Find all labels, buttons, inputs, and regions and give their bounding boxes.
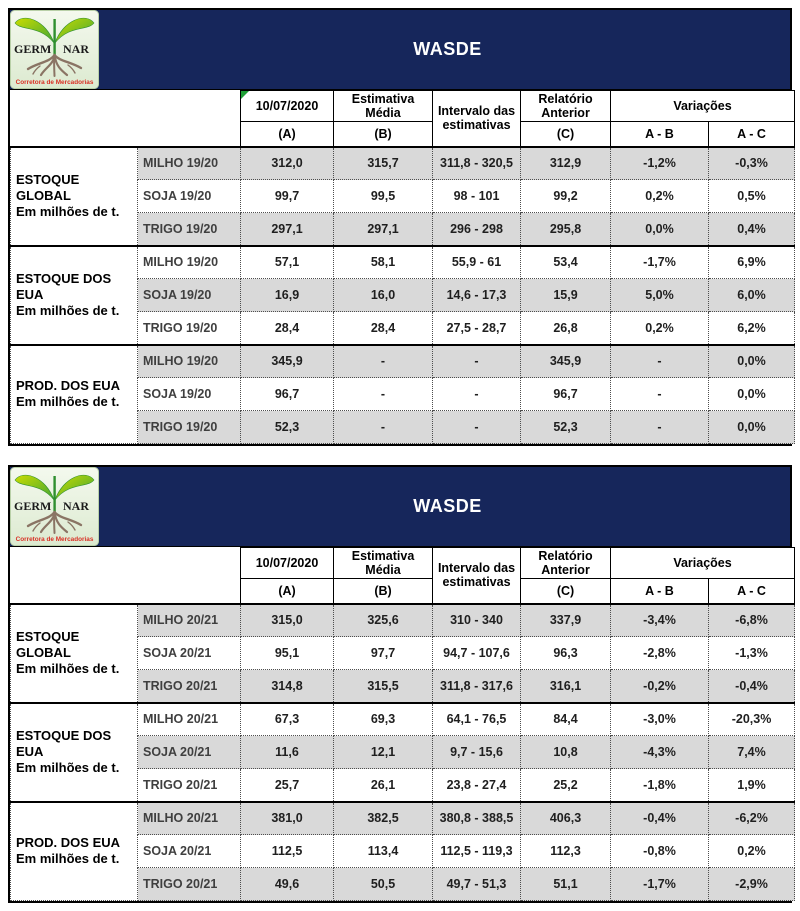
commodity-label: TRIGO 20/21 [138,670,241,703]
cell-ab: -1,8% [611,769,709,802]
group-title: ESTOQUE DOS EUA [16,727,112,759]
commodity-label: TRIGO 20/21 [138,868,241,901]
logo-subtitle-text: Corretora de Mercadorias [15,536,94,543]
cell-a: 95,1 [241,637,334,670]
cell-range: 94,7 - 107,6 [433,637,521,670]
cell-ab: -0,8% [611,835,709,868]
wasde-table-2021 [8,465,792,903]
cell-a: 314,8 [241,670,334,703]
cell-ac: 6,2% [709,312,795,345]
cell-ab: -2,8% [611,637,709,670]
cell-ab: -0,4% [611,802,709,835]
cell-ac: -6,8% [709,604,795,637]
cell-a: 25,7 [241,769,334,802]
title-band [10,10,790,90]
cell-c: 295,8 [521,213,611,246]
cell-range: 296 - 298 [433,213,521,246]
commodity-label: MILHO 19/20 [138,246,241,279]
germinar-logo [10,467,99,546]
cell-c: 96,7 [521,378,611,411]
cell-range: 311,8 - 317,6 [433,670,521,703]
cell-ab: 5,0% [611,279,709,312]
cell-c: 337,9 [521,604,611,637]
table-row [11,147,795,180]
commodity-label: SOJA 20/21 [138,736,241,769]
cell-b: 58,1 [334,246,433,279]
group-title: ESTOQUE GLOBAL [16,628,80,660]
col-a-header: (A) [241,122,334,147]
cell-ac: 6,9% [709,246,795,279]
germinar-logo-image [10,10,99,89]
cell-ac: 0,2% [709,835,795,868]
col-ab-header: A - B [611,122,709,147]
col-b-header: (B) [334,579,433,604]
cell-b: 99,5 [334,180,433,213]
cell-ab: 0,0% [611,213,709,246]
cell-c: 112,3 [521,835,611,868]
cell-a: 112,5 [241,835,334,868]
cell-range: 112,5 - 119,3 [433,835,521,868]
cell-c: 53,4 [521,246,611,279]
cell-c: 345,9 [521,345,611,378]
title-band [10,467,790,547]
table-row [11,345,795,378]
commodity-label: MILHO 20/21 [138,703,241,736]
logo-germ-text: GERM [14,42,52,56]
header-row-1 [11,548,795,579]
header-empty-cell [11,91,241,147]
cell-c: 15,9 [521,279,611,312]
commodity-label: TRIGO 20/21 [138,769,241,802]
cell-ac: -0,4% [709,670,795,703]
cell-range: - [433,345,521,378]
cell-c: 99,2 [521,180,611,213]
commodity-label: MILHO 20/21 [138,802,241,835]
relatorio-anterior-header: Relatório Anterior [521,91,611,122]
cell-ac: -20,3% [709,703,795,736]
commodity-label: TRIGO 19/20 [138,411,241,444]
intervalo-header: Intervalo das estimativas [433,91,521,147]
cell-range: 311,8 - 320,5 [433,147,521,180]
group-subtitle: Em milhões de t. [16,760,120,776]
cell-b: - [334,378,433,411]
cell-ab: -1,7% [611,868,709,901]
cell-ab: - [611,378,709,411]
commodity-label: TRIGO 19/20 [138,312,241,345]
cell-ac: 0,0% [709,411,795,444]
cell-b: 26,1 [334,769,433,802]
cell-ab: -3,0% [611,703,709,736]
germinar-logo-image [10,467,99,546]
group-subtitle: Em milhões de t. [16,204,120,220]
report-date: 10/07/2020 [255,556,319,570]
cell-b: 315,5 [334,670,433,703]
cell-a: 96,7 [241,378,334,411]
relatorio-anterior-header: Relatório Anterior [521,548,611,579]
table-row [11,703,795,736]
commodity-label: MILHO 20/21 [138,604,241,637]
commodity-label: SOJA 19/20 [138,180,241,213]
cell-range: - [433,411,521,444]
logo-subtitle-text: Corretora de Mercadorias [15,79,94,86]
cell-c: 51,1 [521,868,611,901]
group-title: PROD. DOS EUA [16,378,121,393]
cell-range: 64,1 - 76,5 [433,703,521,736]
commodity-label: SOJA 20/21 [138,835,241,868]
col-c-header: (C) [521,579,611,604]
cell-b: 297,1 [334,213,433,246]
report-date-header [241,548,334,579]
cell-b: 315,7 [334,147,433,180]
cell-b: 28,4 [334,312,433,345]
cell-c: 312,9 [521,147,611,180]
cell-range: 14,6 - 17,3 [433,279,521,312]
commodity-label: SOJA 20/21 [138,637,241,670]
cell-c: 96,3 [521,637,611,670]
group-title: PROD. DOS EUA [16,835,121,850]
table-row [11,246,795,279]
commodity-label: MILHO 19/20 [138,345,241,378]
wasde-data-table [10,547,795,901]
cell-a: 381,0 [241,802,334,835]
intervalo-header: Intervalo das estimativas [433,548,521,604]
group-subtitle: Em milhões de t. [16,303,120,319]
cell-ab: 0,2% [611,180,709,213]
cell-b: 12,1 [334,736,433,769]
cell-range: 98 - 101 [433,180,521,213]
estimativa-media-header: Estimativa Média [334,91,433,122]
cell-a: 28,4 [241,312,334,345]
cell-range: - [433,378,521,411]
cell-c: 52,3 [521,411,611,444]
cell-ab: -1,7% [611,246,709,279]
cell-b: 325,6 [334,604,433,637]
cell-ac: 0,0% [709,378,795,411]
commodity-label: TRIGO 19/20 [138,213,241,246]
estimativa-media-header: Estimativa Média [334,548,433,579]
col-a-header: (A) [241,579,334,604]
col-c-header: (C) [521,122,611,147]
cell-range: 380,8 - 388,5 [433,802,521,835]
header-row-1 [11,91,795,122]
group-title: ESTOQUE GLOBAL [16,171,80,203]
cell-c: 84,4 [521,703,611,736]
cell-ac: 7,4% [709,736,795,769]
group-label [11,147,138,246]
cell-range: 27,5 - 28,7 [433,312,521,345]
cell-a: 312,0 [241,147,334,180]
cell-a: 345,9 [241,345,334,378]
group-label [11,604,138,703]
cell-a: 57,1 [241,246,334,279]
col-ab-header: A - B [611,579,709,604]
col-ac-header: A - C [709,579,795,604]
logo-germ-text: GERM [14,499,52,513]
cell-c: 26,8 [521,312,611,345]
cell-a: 67,3 [241,703,334,736]
cell-ab: -4,3% [611,736,709,769]
cell-ab: -0,2% [611,670,709,703]
cell-ac: 0,0% [709,345,795,378]
cell-ac: -2,9% [709,868,795,901]
group-subtitle: Em milhões de t. [16,394,120,410]
cell-b: 69,3 [334,703,433,736]
cell-ab: -3,4% [611,604,709,637]
cell-range: 23,8 - 27,4 [433,769,521,802]
table-title: WASDE [413,39,482,59]
germinar-logo [10,10,99,89]
cell-a: 52,3 [241,411,334,444]
header-empty-cell [11,548,241,604]
cell-b: - [334,411,433,444]
group-label [11,345,138,444]
group-subtitle: Em milhões de t. [16,851,120,867]
wasde-data-table [10,90,795,444]
cell-a: 297,1 [241,213,334,246]
cell-b: 16,0 [334,279,433,312]
group-title: ESTOQUE DOS EUA [16,270,112,302]
cell-c: 10,8 [521,736,611,769]
variacoes-header: Variações [611,548,795,579]
report-date: 10/07/2020 [255,99,319,113]
cell-ac: -0,3% [709,147,795,180]
cell-b: 382,5 [334,802,433,835]
cell-range: 55,9 - 61 [433,246,521,279]
cell-ac: 1,9% [709,769,795,802]
table-title: WASDE [413,496,482,516]
cell-ac: -1,3% [709,637,795,670]
group-subtitle: Em milhões de t. [16,661,120,677]
commodity-label: SOJA 19/20 [138,378,241,411]
cell-a: 16,9 [241,279,334,312]
col-b-header: (B) [334,122,433,147]
cell-ac: 0,5% [709,180,795,213]
report-date-header [241,91,334,122]
table-row [11,802,795,835]
cell-b: - [334,345,433,378]
table-row [11,604,795,637]
cell-ac: -6,2% [709,802,795,835]
group-label [11,246,138,345]
commodity-label: MILHO 19/20 [138,147,241,180]
cell-ab: 0,2% [611,312,709,345]
cell-c: 316,1 [521,670,611,703]
variacoes-header: Variações [611,91,795,122]
commodity-label: SOJA 19/20 [138,279,241,312]
logo-nar-text: NAR [63,499,89,513]
cell-range: 49,7 - 51,3 [433,868,521,901]
col-ac-header: A - C [709,122,795,147]
cell-range: 310 - 340 [433,604,521,637]
cell-range: 9,7 - 15,6 [433,736,521,769]
group-label [11,703,138,802]
logo-nar-text: NAR [63,42,89,56]
cell-ac: 6,0% [709,279,795,312]
cell-b: 113,4 [334,835,433,868]
cell-ab: - [611,345,709,378]
comment-marker-icon [241,91,249,99]
cell-c: 25,2 [521,769,611,802]
wasde-table-1920 [8,8,792,446]
cell-ac: 0,4% [709,213,795,246]
cell-a: 49,6 [241,868,334,901]
cell-c: 406,3 [521,802,611,835]
cell-ab: - [611,411,709,444]
cell-a: 99,7 [241,180,334,213]
cell-ab: -1,2% [611,147,709,180]
cell-a: 11,6 [241,736,334,769]
cell-b: 97,7 [334,637,433,670]
cell-a: 315,0 [241,604,334,637]
group-label [11,802,138,901]
cell-b: 50,5 [334,868,433,901]
